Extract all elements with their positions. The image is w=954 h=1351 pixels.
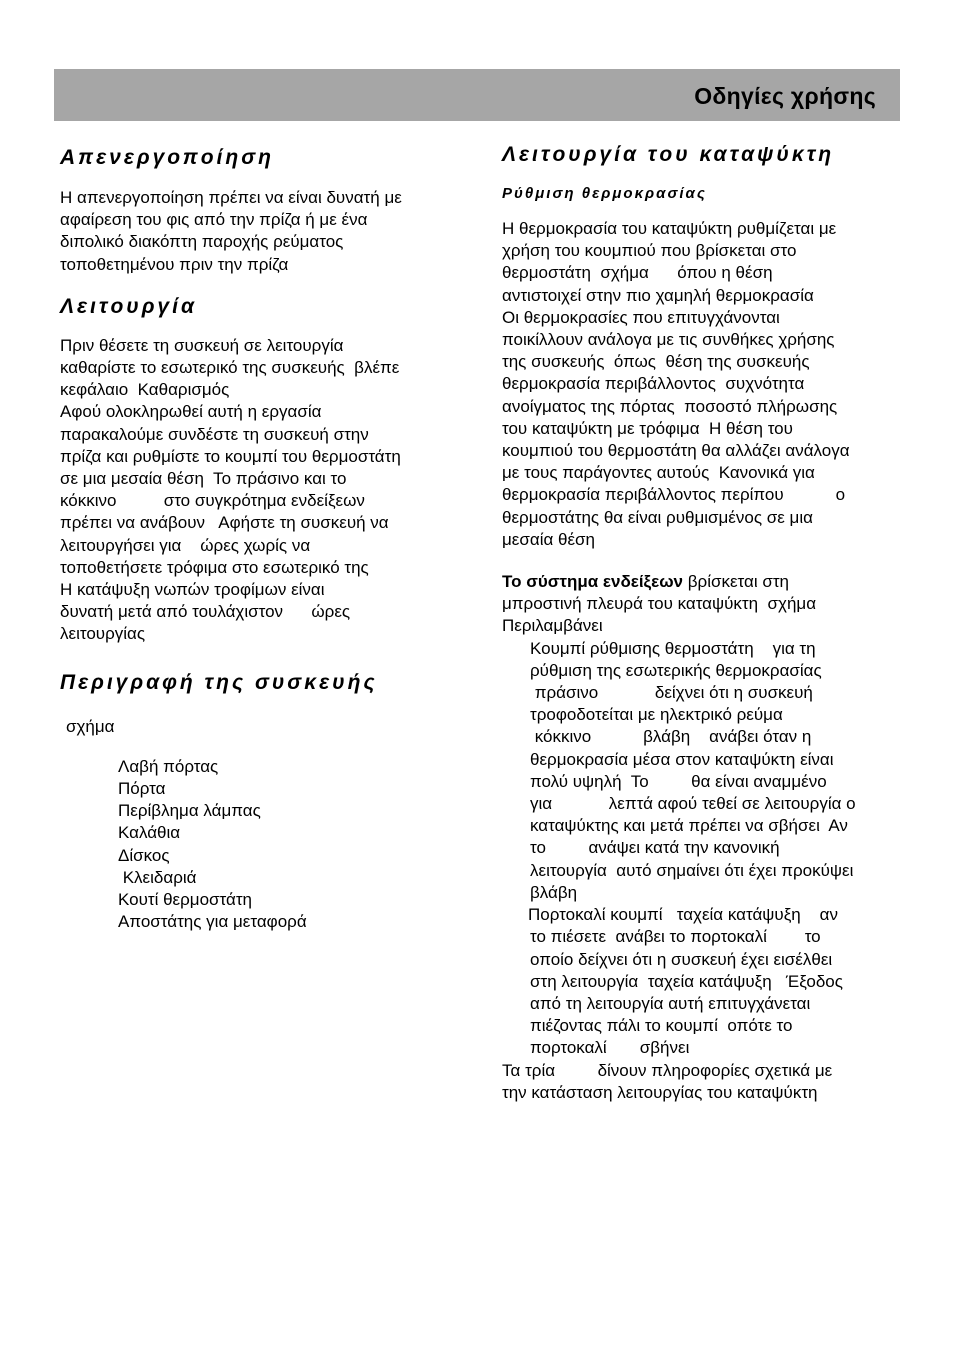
text-line: κεφάλαιο Καθαρισμός <box>60 380 230 400</box>
closing-paragraph <box>502 1060 902 1104</box>
text-line: Περιλαμβάνει <box>502 616 603 636</box>
text-line: κόκκινο στο συγκρότημα ενδείξεων <box>60 491 365 511</box>
text-line: τροφοδοτείται με ηλεκτρικό ρεύμα <box>530 705 783 725</box>
text-line: Πριν θέσετε τη συσκευή σε λειτουργία <box>60 335 344 355</box>
text-line: καταψύκτης και μετά πρέπει να σβήσει Αν <box>530 816 848 836</box>
list-item: Κουτί θερμοστάτη <box>118 890 253 910</box>
shutdown-paragraph <box>60 187 460 276</box>
text-line: διπολικό διακόπτη παροχής ρεύματος <box>60 232 344 252</box>
text-line: παρακαλούμε συνδέστε τη συσκευή στην <box>60 424 369 444</box>
text-line: το ανάψει κατά την κανονική <box>530 838 780 858</box>
text-line: κουμπιού του θερμοστάτη θα αλλάζει ανάλογα <box>502 441 850 461</box>
text-line: ρύθμιση της εσωτερικής θερμοκρασίας <box>530 660 822 680</box>
text-line: πορτοκαλί σβήνει <box>530 1038 690 1058</box>
text-line: αφαίρεση του φις από την πρίζα ή με ένα <box>60 210 368 230</box>
text-line: καθαρίστε το εσωτερικό της συσκευής βλέπε <box>60 358 400 378</box>
text-line: κόκκινο βλάβη ανάβει όταν η <box>530 727 812 747</box>
indicator-list <box>502 638 902 1060</box>
subsection-title-temperature: Ρύθμιση θερμοκρασίας <box>502 185 707 202</box>
text-line: ανοίγματος της πόρτας ποσοστό πλήρωσης <box>502 396 838 416</box>
text-line: το πιέσετε ανάβει το πορτοκαλί το <box>530 927 821 947</box>
text-line: με τους παράγοντες αυτούς Κανονικά για <box>502 463 815 483</box>
list-item: Περίβλημα λάμπας <box>118 801 261 821</box>
text-line: Τα τρία δίνουν πληροφορίες σχετικά με <box>502 1060 833 1080</box>
text-line: Η απενεργοποίηση πρέπει να είναι δυνατή με <box>60 188 402 207</box>
right-column <box>502 140 902 1104</box>
text-line: δυνατή μετά από τουλάχιστον ώρες <box>60 602 351 622</box>
text-line: θερμοκρασία περιβάλλοντος συχνότητα <box>502 374 805 394</box>
text-line: χρήση του κουμπιού που βρίσκεται στο <box>502 241 797 261</box>
text-line: την κατάσταση λειτουργίας του καταψύκτη <box>502 1082 818 1102</box>
figure-label: σχήμα <box>66 716 115 736</box>
text-line: αντιστοιχεί στην πιο χαμηλή θερμοκρασία <box>502 285 814 305</box>
text-line: θερμοκρασία μέσα στον καταψύκτη είναι <box>530 749 834 769</box>
text-line: πρίζα και ρυθμίστε το κουμπί του θερμοστάτη <box>60 446 401 466</box>
text-line: Οι θερμοκρασίες που επιτυγχάνονται <box>502 307 780 327</box>
text-line: από τη λειτουργία αυτή επιτυγχάνεται <box>530 993 811 1013</box>
indicator-paragraph <box>502 571 902 638</box>
temperature-paragraph <box>502 218 902 551</box>
text-line: θερμοστάτη σχήμα όπου η θέση <box>502 263 773 283</box>
text-line: τοποθετήσετε τρόφιμα στο εσωτερικό της <box>60 557 369 577</box>
list-item: Δίσκος <box>118 845 170 865</box>
page-header-title: Οδηγίες χρήσης <box>694 83 876 109</box>
section-title-freezer-operation: Λειτουργία του καταψύκτη <box>502 143 835 166</box>
text-line: λειτουργία αυτό σημαίνει ότι έχει προκύψει <box>530 860 854 880</box>
parts-list <box>60 756 460 934</box>
text-line: Αφού ολοκληρωθεί αυτή η εργασία <box>60 402 322 422</box>
text-line: θερμοστάτης θα είναι ρυθμισμένος σε μια <box>502 507 813 527</box>
text-line: λειτουργήσει για ώρες χωρίς να <box>60 535 311 555</box>
text-line: Η θερμοκρασία του καταψύκτη ρυθμίζεται με <box>502 219 837 238</box>
text-line: Κουμπί ρύθμισης θερμοστάτη για τη <box>530 638 816 658</box>
text-line: μεσαία θέση <box>502 529 596 549</box>
list-item: Καλάθια <box>118 823 181 843</box>
text-line: τοποθετημένου πριν την πρίζα <box>60 254 289 274</box>
text-line: λειτουργίας <box>60 624 146 644</box>
section-title-shutdown: Απενεργοποίηση <box>60 146 274 169</box>
section-title-operation: Λειτουργία <box>60 294 197 318</box>
list-item: Κλειδαριά <box>118 867 197 887</box>
text-line: πολύ υψηλή Το θα είναι αναμμένο <box>530 771 827 791</box>
indicator-system-term: Το σύστημα ενδείξεων <box>502 572 684 592</box>
text-line: μπροστινή πλευρά του καταψύκτη σχήμα <box>502 594 817 614</box>
header-bar <box>54 69 900 121</box>
list-item: Πόρτα <box>118 779 166 799</box>
text-line: ποικίλλουν ανάλογα με τις συνθήκες χρήσης <box>502 330 835 350</box>
text-line <box>502 571 902 593</box>
text-line: οποίο δείχνει ότι η συσκευή έχει εισέλθει <box>530 949 833 969</box>
text-line: πρέπει να ανάβουν Αφήστε τη συσκευή να <box>60 513 389 533</box>
text-fragment: βρίσκεται στη <box>683 572 789 592</box>
section-title-description: Περιγραφή της συσκευής <box>60 670 378 694</box>
text-line: Η κατάψυξη νωπών τροφίμων είναι <box>60 580 325 600</box>
text-line: πιέζοντας πάλι το κουμπί οπότε το <box>530 1016 793 1036</box>
text-line: στη λειτουργία ταχεία κατάψυξη Έξοδος <box>530 971 843 991</box>
text-line: της συσκευής όπως θέση της συσκευής <box>502 352 810 372</box>
list-item: Αποστάτης για μεταφορά <box>118 912 307 932</box>
text-line: βλάβη <box>530 882 578 902</box>
text-line: Πορτοκαλί κουμπί ταχεία κατάψυξη αν <box>528 905 838 925</box>
text-line: για λεπτά αφού τεθεί σε λειτουργία ο <box>530 794 856 814</box>
text-line: του καταψύκτη με τρόφιμα Η θέση του <box>502 418 793 438</box>
list-item: Λαβή πόρτας <box>118 756 219 776</box>
text-line: πράσινο δείχνει ότι η συσκευή <box>530 683 813 703</box>
left-column <box>60 143 460 933</box>
text-line: θερμοκρασία περιβάλλοντος περίπου ο <box>502 485 846 505</box>
operation-paragraph <box>60 335 460 646</box>
text-line: σε μια μεσαία θέση Το πράσινο και το <box>60 469 347 489</box>
